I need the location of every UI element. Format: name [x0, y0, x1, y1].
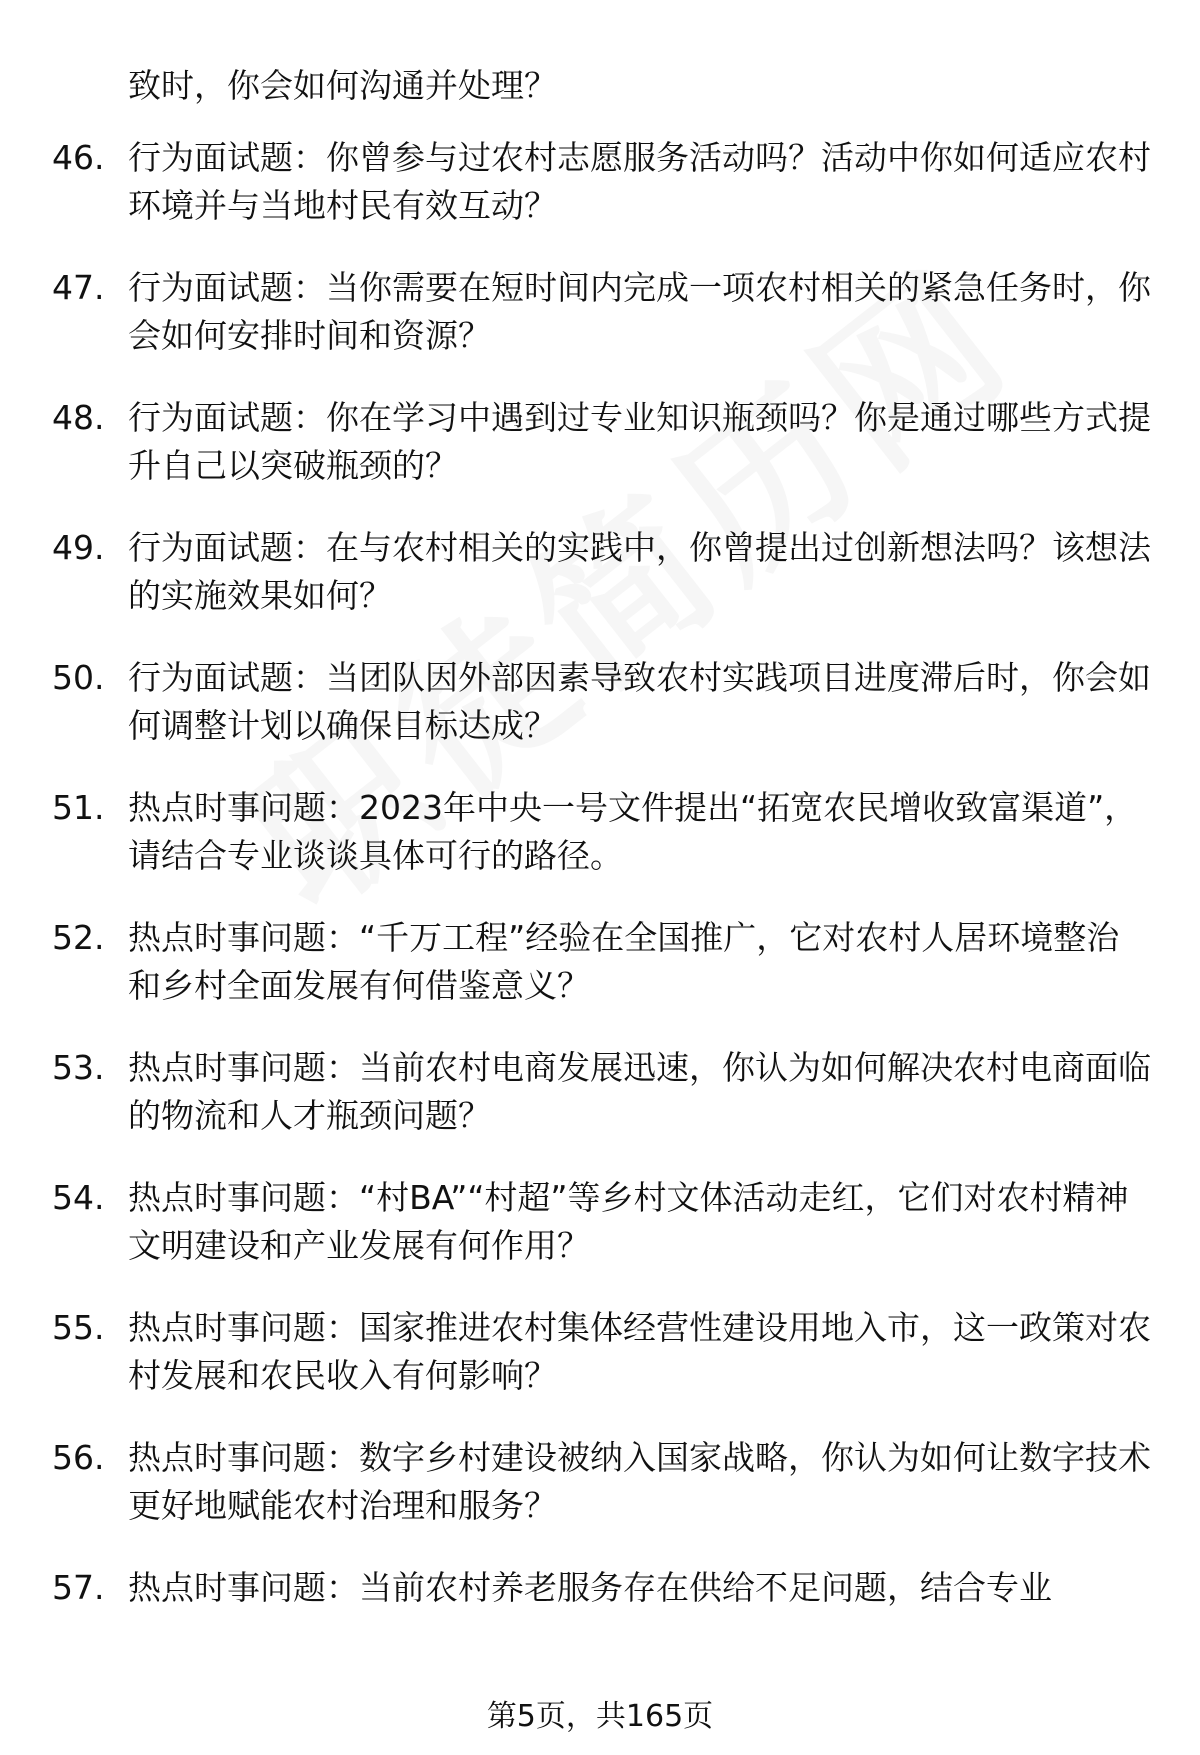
item-text: 热点时事问题：国家推进农村集体经营性建设用地入市，这一政策对农村发展和农民收入有何影响？ — [128, 1308, 1151, 1395]
carryover-text: 致时，你会如何沟通并处理？ — [128, 66, 557, 105]
item-text: 热点时事问题：“千万工程”经验在全国推广，它对农村人居环境整治和乡村全面发展有何借鉴意义？ — [128, 918, 1120, 1005]
item-text: 热点时事问题：数字乡村建设被纳入国家战略，你认为如何让数字技术更好地赋能农村治理和服务？ — [128, 1438, 1151, 1525]
item-text: 行为面试题：你在学习中遇到过专业知识瓶颈吗？你是通过哪些方式提升自己以突破瓶颈的？ — [128, 398, 1151, 485]
list-item — [52, 1044, 1152, 1140]
list-item — [52, 134, 1152, 230]
list-item — [52, 264, 1152, 360]
list-item — [52, 784, 1152, 880]
item-text: 行为面试题：你曾参与过农村志愿服务活动吗？活动中你如何适应农村环境并与当地村民有效互动？ — [128, 138, 1151, 225]
item-number: 49. — [52, 528, 105, 567]
item-text: 热点时事问题：“村BA”“村超”等乡村文体活动走红，它们对农村精神文明建设和产业发展有何作用？ — [128, 1178, 1129, 1265]
item-number: 52. — [52, 918, 105, 957]
list-item — [52, 1434, 1152, 1530]
list-item — [52, 524, 1152, 620]
item-text: 热点时事问题：2023年中央一号文件提出“拓宽农民增收致富渠道”，请结合专业谈谈具体可行的路径。 — [128, 788, 1138, 875]
item-number: 57. — [52, 1568, 105, 1607]
list-item — [52, 394, 1152, 490]
item-number: 50. — [52, 658, 105, 697]
item-number: 46. — [52, 138, 105, 177]
item-text: 行为面试题：当你需要在短时间内完成一项农村相关的紧急任务时，你会如何安排时间和资源？ — [128, 268, 1151, 355]
list-item — [52, 1304, 1152, 1400]
item-number: 53. — [52, 1048, 105, 1087]
item-number: 54. — [52, 1178, 105, 1217]
item-number: 56. — [52, 1438, 105, 1477]
item-number: 51. — [52, 788, 105, 827]
list-item — [52, 654, 1152, 750]
page-footer: 第5页，共165页 — [486, 1699, 714, 1734]
item-text: 热点时事问题：当前农村电商发展迅速，你认为如何解决农村电商面临的物流和人才瓶颈问题？ — [128, 1048, 1151, 1135]
item-number: 48. — [52, 398, 105, 437]
item-text: 行为面试题：当团队因外部因素导致农村实践项目进度滞后时，你会如何调整计划以确保目标达成？ — [128, 658, 1151, 745]
list-item — [52, 914, 1152, 1010]
list-item — [52, 1174, 1152, 1270]
item-text: 热点时事问题：当前农村养老服务存在供给不足问题，结合专业 — [128, 1568, 1052, 1607]
item-number: 47. — [52, 268, 105, 307]
list-item — [52, 1564, 1152, 1612]
item-text: 行为面试题：在与农村相关的实践中，你曾提出过创新想法吗？该想法的实施效果如何？ — [128, 528, 1151, 615]
item-number: 55. — [52, 1308, 105, 1347]
